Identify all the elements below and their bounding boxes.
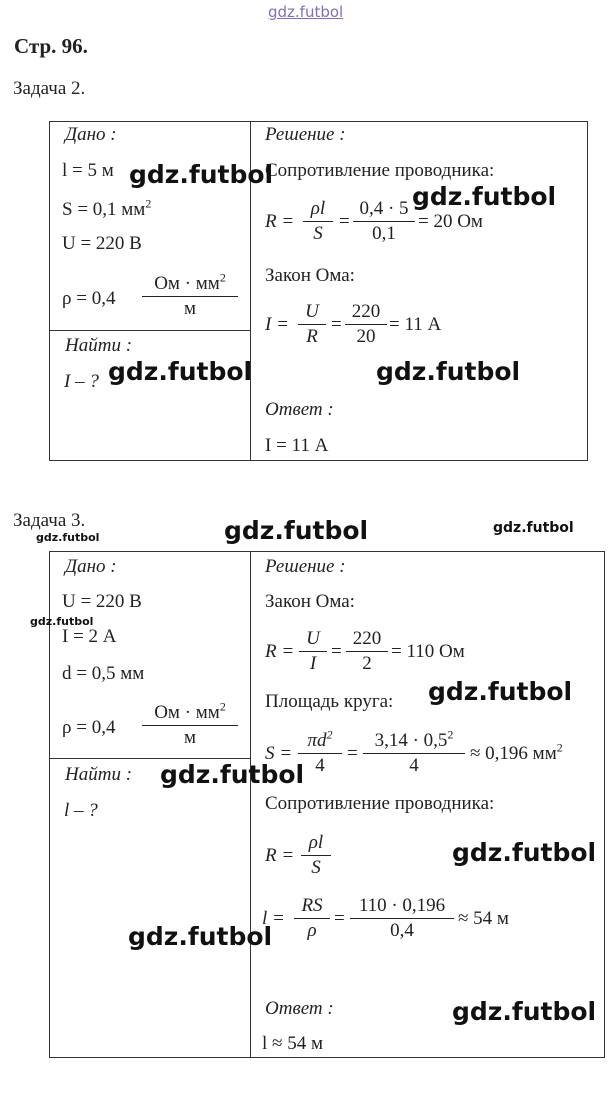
task3-answer-header: Ответ : xyxy=(265,998,334,1019)
page-title: Стр. 96. xyxy=(14,34,88,58)
task2-I-result: = 11 А xyxy=(389,314,442,335)
task2-given-U: U = 220 В xyxy=(62,233,142,254)
task3-S-result: ≈ 0,196 $мм^2$ xyxy=(470,740,563,764)
task2-divider-horizontal xyxy=(49,330,251,331)
watermark: gdz.futbol xyxy=(428,677,573,706)
watermark: gdz.futbol xyxy=(224,516,369,545)
watermark: gdz.futbol xyxy=(36,531,100,544)
task2-rho-unit-fraction xyxy=(142,272,238,321)
task2-given-header: Дано : xyxy=(65,124,117,145)
task2-answer: I = 11 А xyxy=(265,435,329,456)
task3-area-title: Площадь круга: xyxy=(265,691,394,712)
task3-divider-horizontal xyxy=(49,758,251,759)
task3-ohm-title: Закон Ома: xyxy=(265,591,355,612)
task2-R-frac1: $\frac{\rho l}{S}$ xyxy=(303,197,333,246)
task3-l-frac2: $\frac{110 \cdot 0,196}{0,4}$ xyxy=(350,894,454,943)
task3-given-U: U = 220 В xyxy=(62,591,142,612)
task3-find-l: l – ? xyxy=(64,800,98,821)
task3-l-lhs: l = xyxy=(262,908,285,929)
task2-find-I: I – ? xyxy=(64,371,99,392)
task3-R2-lhs: R = xyxy=(265,845,295,866)
task3-R-lhs: R = xyxy=(265,641,295,662)
task2-I-frac1: $\frac{U}{R}$ xyxy=(298,300,326,349)
task3-given-header: Дано : xyxy=(65,556,117,577)
task3-answer: l ≈ 54 м xyxy=(262,1033,323,1054)
task3-l-frac1: $\frac{RS}{\rho}$ xyxy=(294,894,330,943)
task2-label: Задача 2. xyxy=(13,78,86,99)
task3-R-result: = 110 Ом xyxy=(391,641,465,662)
task3-resistance-title: Сопротивление проводника: xyxy=(265,793,495,814)
watermark: gdz.futbol xyxy=(128,922,273,951)
task3-R-frac1: $\frac{U}{I}$ xyxy=(299,627,327,676)
task2-rho-unit-num: Ом · $мм^2$ xyxy=(142,272,238,297)
task3-S-frac2: $\frac{3,14 \cdot 0,5^2}{4}$ xyxy=(363,729,465,778)
watermark: gdz.futbol xyxy=(493,520,574,536)
task2-I-frac2: $\frac{220}{20}$ xyxy=(345,300,387,349)
task2-resistance-title: Сопротивление проводника: xyxy=(265,160,495,181)
watermark: gdz.futbol xyxy=(160,760,305,789)
task3-find-header: Найти : xyxy=(65,764,133,785)
task3-label: Задача 3. xyxy=(13,510,86,531)
watermark: gdz.futbol xyxy=(108,357,253,386)
task3-rho-unit-den: м xyxy=(183,727,197,748)
task2-I-lhs: I = xyxy=(265,314,289,335)
task2-ohm-title: Закон Ома: xyxy=(265,265,355,286)
task2-solution-header: Решение : xyxy=(265,124,346,145)
task3-divider-vertical xyxy=(250,551,251,1057)
task3-S-frac1: $\frac{\pi d^2}{4}$ xyxy=(298,729,342,778)
task2-given-S: S = 0,1 $мм^2$ xyxy=(62,196,152,220)
task3-rho-unit-fraction xyxy=(142,701,238,750)
task3-given-d: d = 0,5 мм xyxy=(62,663,145,684)
task2-R-lhs: R = xyxy=(265,211,295,232)
watermark: gdz.futbol xyxy=(376,357,521,386)
watermark: gdz.futbol xyxy=(412,182,557,211)
task2-rho-unit-den: м xyxy=(183,298,197,319)
watermark-top[interactable]: gdz.futbol xyxy=(268,3,344,21)
watermark: gdz.futbol xyxy=(129,160,274,189)
task3-R2-frac: $\frac{\rho l}{S}$ xyxy=(301,831,331,880)
watermark: gdz.futbol xyxy=(452,838,597,867)
task2-R-result: = 20 Ом xyxy=(418,211,483,232)
task2-answer-header: Ответ : xyxy=(265,399,334,420)
task2-given-rho: ρ = 0,4 xyxy=(62,288,116,309)
watermark: gdz.futbol xyxy=(30,615,94,628)
task3-rho-unit-num: Ом · $мм^2$ xyxy=(142,701,238,726)
task3-l-result: ≈ 54 м xyxy=(458,908,509,929)
task3-S-lhs: S = xyxy=(265,743,293,764)
watermark: gdz.futbol xyxy=(452,997,597,1026)
task3-given-rho: ρ = 0,4 xyxy=(62,717,116,738)
task3-R-frac2: $\frac{220}{2}$ xyxy=(346,627,388,676)
task3-solution-header: Решение : xyxy=(265,556,346,577)
task2-find-header: Найти : xyxy=(65,335,133,356)
task3-given-I: I = 2 А xyxy=(62,626,117,647)
task2-R-frac2: $\frac{0,4 \cdot 5}{0,1}$ xyxy=(353,197,415,246)
task2-given-l: l = 5 м xyxy=(62,160,114,181)
